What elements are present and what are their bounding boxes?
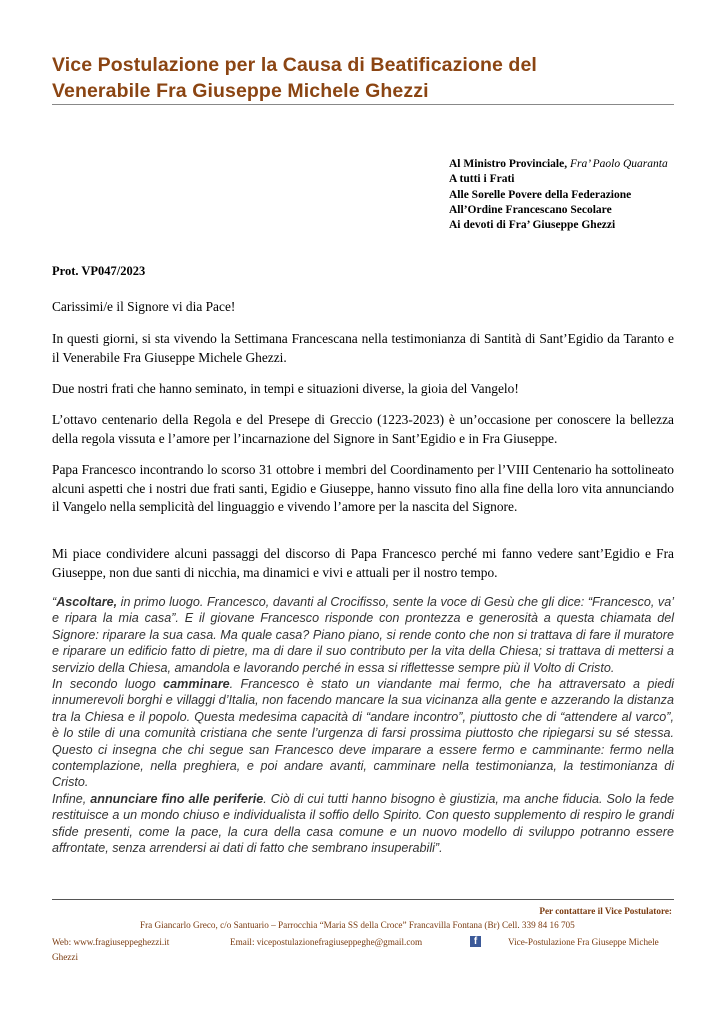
- quote-keyword: annunciare fino alle periferie: [90, 791, 264, 806]
- recipient-line: All’Ordine Francescano Secolare: [449, 203, 612, 216]
- header-divider: [52, 104, 674, 105]
- letterhead-title-line1: Vice Postulazione per la Causa di Beatificazione del: [52, 54, 537, 76]
- quote-text: In secondo luogo: [52, 677, 164, 692]
- footer-email-link[interactable]: Email: vicepostulazionefragiuseppeghe@gmail.com: [230, 937, 423, 947]
- body-paragraph: L’ottavo centenario della Regola e del Presepe di Greccio (1223-2023) è un’occasione per conoscere la bellezza della regola vissuta e l’amore per l’incarnazione del Signore in Sant’Egidio e in Fra Giuseppe.: [52, 412, 674, 446]
- footer-contact-label: Per contattare il Vice Postulatore:: [539, 906, 672, 916]
- recipient-line: Alle Sorelle Povere della Federazione: [449, 188, 632, 201]
- letterhead-title-line2: Venerabile Fra Giuseppe Michele Ghezzi: [52, 80, 429, 102]
- recipient-ministro-name: Fra’ Paolo Quaranta: [567, 158, 668, 170]
- footer-facebook-page-cont: Ghezzi: [52, 952, 79, 962]
- letterhead-title: [52, 52, 692, 104]
- body-paragraph: Due nostri frati che hanno seminato, in tempi e situazioni diverse, la gioia del Vangelo!: [52, 381, 519, 396]
- protocol-number: Prot. VP047/2023: [52, 264, 146, 278]
- footer-address: Fra Giancarlo Greco, c/o Santuario – Parrocchia “Maria SS della Croce” Francavilla Fontana (Br) Cell. 339 84 16 705: [140, 920, 575, 930]
- footer-facebook-page[interactable]: Vice-Postulazione Fra Giuseppe Michele: [508, 937, 659, 947]
- quote-paragraph-camminare: [52, 676, 674, 791]
- quote-keyword: Ascoltare,: [56, 595, 118, 609]
- quote-text: . Francesco è stato un viandante mai fermo, che ha attraversato a piedi innumerevoli borghi e villaggi d’Italia, non facendo mancare la sua vicinanza alla gente e azzerando la distanza tra la Chiesa e il popolo. Questa medesima capacità di “andare incontro”, piuttosto che di “attendere al varco”, è lo stile di una comunità cristiana che sente l’urgenza di farsi prossima piuttosto che ripiegarsi su sé stessa. Questo ci insegna che chi segue san Francesco deve imparare a essere fermo e camminante: fermo nella contemplazione, nella preghiera, e poi andare avanti, camminare nella testimonianza, la testimonianza di Cristo.: [52, 677, 674, 790]
- body-paragraph: In questi giorni, si sta vivendo la Settimana Francescana nella testimonianza di Santità di Sant’Egidio da Taranto e il Venerabile Fra Giuseppe Michele Ghezzi.: [52, 331, 674, 365]
- facebook-icon[interactable]: f: [470, 936, 481, 947]
- recipients-block: [449, 157, 719, 233]
- body-paragraph: Mi piace condividere alcuni passaggi del discorso di Papa Francesco perché mi fanno vedere sant’Egidio e Fra Giuseppe, non due santi di nicchia, ma dinamici e vivi e attuali per il nostro tempo.: [52, 546, 674, 580]
- recipient-line: [449, 157, 719, 172]
- recipient-line: A tutti i Frati: [449, 173, 515, 186]
- quote-paragraph-annunciare: [52, 791, 674, 857]
- quote-keyword: camminare: [163, 677, 230, 692]
- footer-divider: [52, 899, 674, 900]
- quote-paragraph-ascoltare: [52, 594, 674, 676]
- quote-text: Infine,: [52, 791, 91, 806]
- recipient-ministro: Al Ministro Provinciale,: [449, 158, 568, 170]
- greeting: Carissimi/e il Signore vi dia Pace!: [52, 299, 236, 314]
- papal-quote: [52, 594, 674, 857]
- body-paragraph: Papa Francesco incontrando lo scorso 31 ottobre i membri del Coordinamento per l’VIII Centenario ha sottolineato alcuni aspetti che i nostri due frati santi, Egidio e Giuseppe, hanno vissuto fino alla fine della loro vita annunciando il Vangelo nella semplicità del linguaggio e vivendo l’amore per la nascita del Signore.: [52, 462, 674, 514]
- footer-website-link[interactable]: Web: www.fragiuseppeghezzi.it: [52, 937, 170, 947]
- quote-text: in primo luogo. Francesco, davanti al Crocifisso, sente la voce di Gesù che gli dice: “Francesco, va’ e ripara la mia casa”. E il giovane Francesco risponde con prontezza e generosità a questa chiamata del Signore: riparare la sua casa. Ma quale casa? Piano piano, si rende conto che non si trattava di fare il muratore e riparare un edificio fatto di pietre, ma di dare il suo contributo per la vita della Chiesa; si trattava di mettersi a servizio della Chiesa, amandola e lavorando perché in essa si riflettesse sempre più il Volto di Cristo.: [52, 595, 674, 675]
- quote-mark: “: [52, 595, 57, 609]
- recipient-line: Ai devoti di Fra’ Giuseppe Ghezzi: [449, 219, 616, 232]
- quote-text: . Ciò di cui tutti hanno bisogno è giustizia, ma anche fiducia. Solo la fede restituisce a un mondo chiuso e individualista il soffio dello Spirito. Con questo supplemento di respiro le grandi sfide presenti, come la pace, la cura della casa comune e un nuovo modello di sviluppo potranno essere affrontate, senza arrendersi ai dati di fatto che sembrano insuperabili”.: [52, 791, 674, 856]
